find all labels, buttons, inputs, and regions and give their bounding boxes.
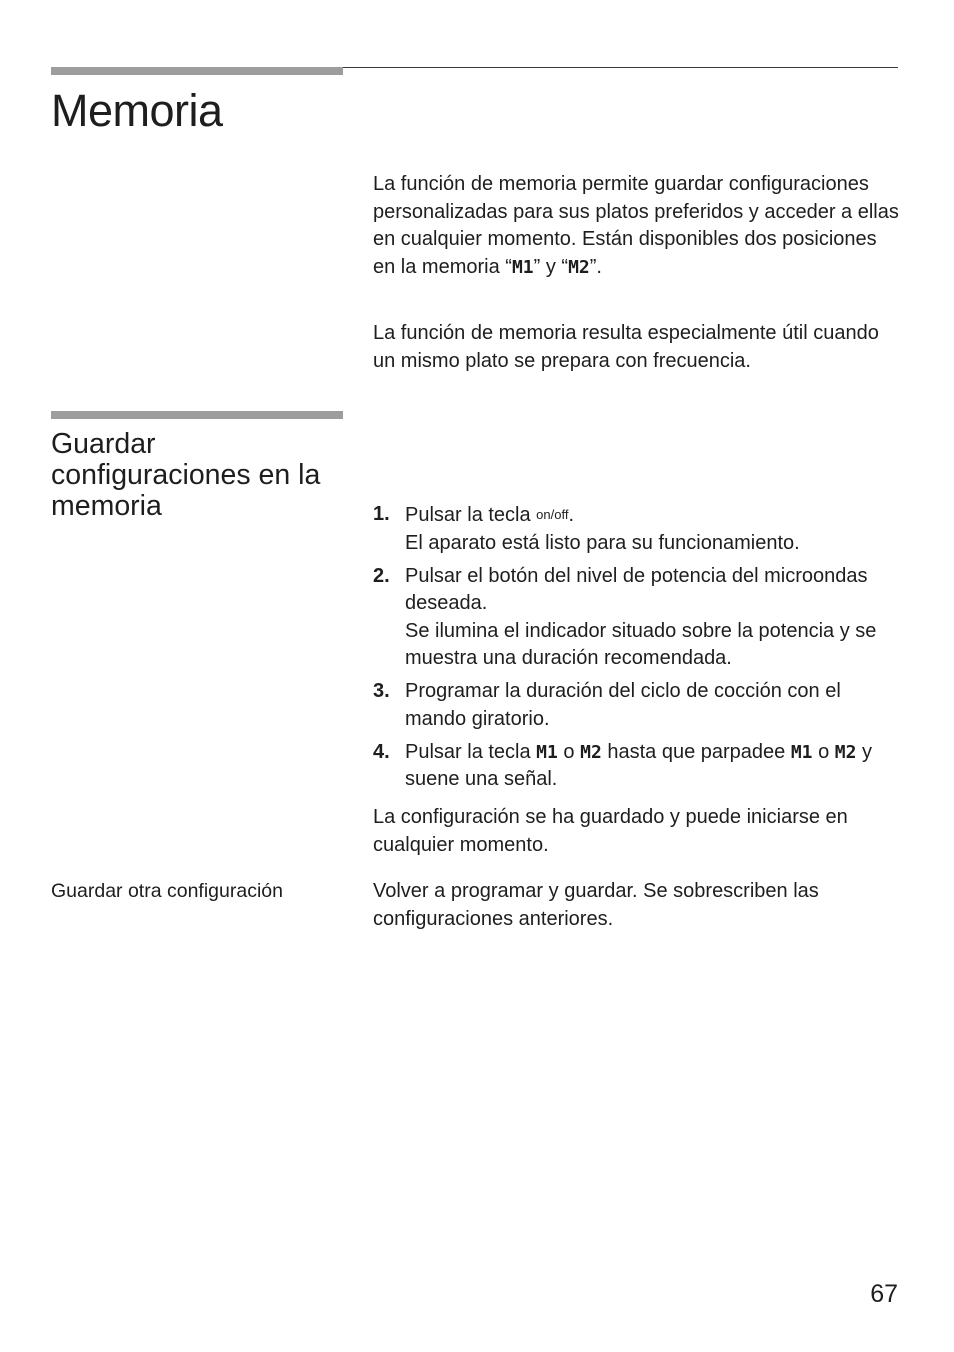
intro-text-end: ”. [589,255,602,278]
memory-m1-label: M1 [511,256,534,278]
memory-m2-label: M2 [568,256,590,278]
step-text: Pulsar la tecla [405,740,537,763]
step-3 [373,678,903,733]
step-2 [373,563,903,673]
onoff-key-label: on/off [536,507,569,522]
intro-text: La función de memoria permite guardar configuraciones personalizadas para sus platos preferidos y acceder a ellas en cualquier momento. Están disponibles dos posiciones en la memoria “ [373,173,899,278]
page-title: Memoria [51,85,223,136]
step-text: o [812,740,835,763]
step-text: o [557,740,581,763]
m2-key-label: M2 [580,741,602,763]
result-paragraph: La configuración se ha guardado y puede iniciarse en cualquier momento. [373,806,848,856]
m1-key-label: M1 [536,741,558,763]
title-rule-bar [51,67,343,75]
intro-text-mid: ” y “ [533,255,569,278]
step-result: Se ilumina el indicador situado sobre la potencia y se muestra una duración recomendada. [405,619,877,669]
step-4 [373,739,903,794]
step-text: Pulsar la tecla [405,504,537,526]
step-text: Programar la duración del ciclo de cocción con el mando giratorio. [405,680,841,730]
section-rule-bar [51,411,343,419]
intro-paragraph-2: La función de memoria resulta especialmente útil cuando un mismo plato se prepara con frecuencia. [373,322,879,372]
step-text: Pulsar el botón del nivel de potencia del microondas deseada. [405,564,868,614]
step-text-end: . [568,504,575,526]
step-number: 1. [373,503,390,525]
step-number: 2. [373,564,390,587]
step-1 [373,501,903,557]
step-number: 3. [373,680,390,702]
m2-key-label: M2 [834,741,857,763]
section-heading: Guardar configuraciones en la memoria [51,428,321,522]
step-text: y suene una señal. [405,740,873,790]
intro-paragraph-1 [373,171,903,281]
step-result: El aparato está listo para su funcionamiento. [405,531,800,554]
steps-list [373,501,903,799]
step-text: hasta que parpadee [601,740,791,763]
other-config-text: Volver a programar y guardar. Se sobrescriben las configuraciones anteriores. [373,880,819,930]
page-number: 67 [870,1280,898,1308]
step-number: 4. [373,740,390,763]
other-config-label: Guardar otra configuración [51,880,283,902]
m1-key-label: M1 [790,741,813,763]
